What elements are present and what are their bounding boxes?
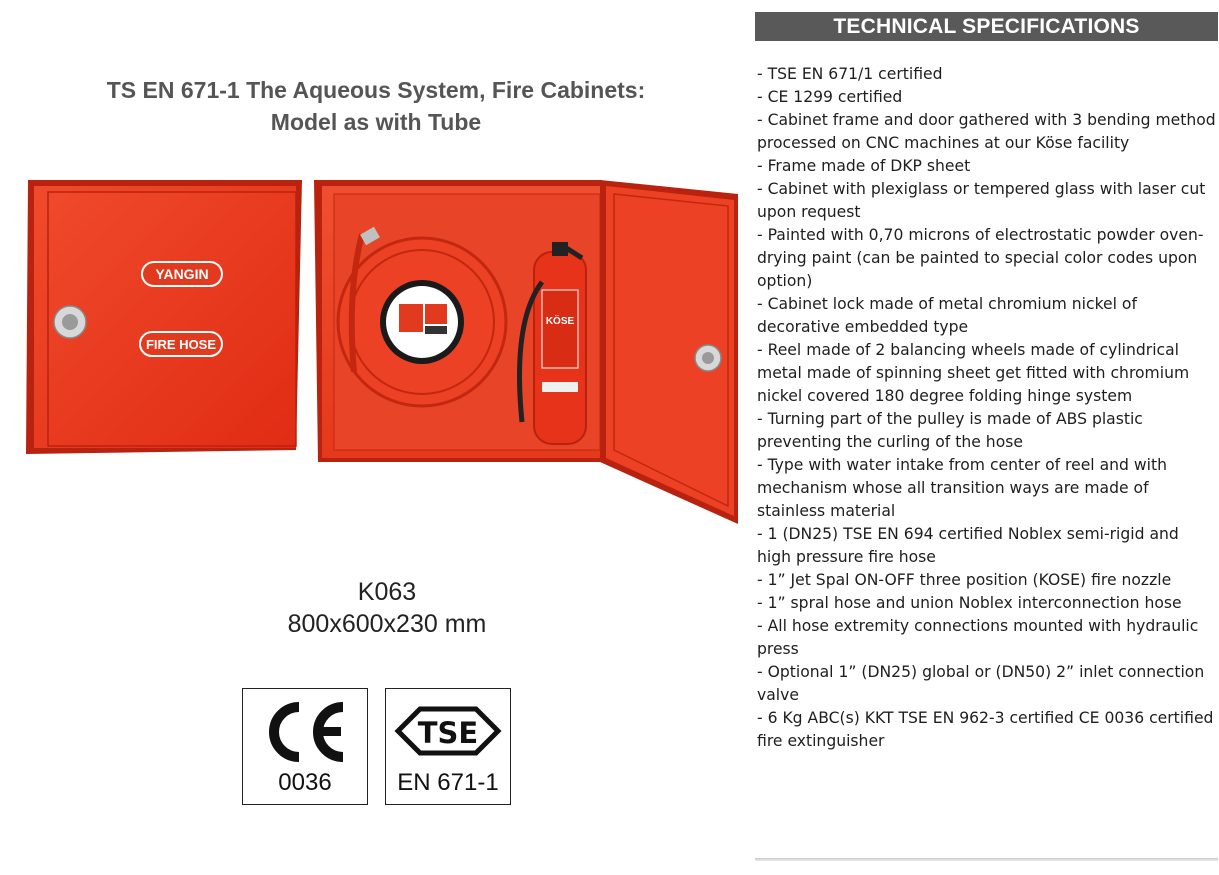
spec-item: - Painted with 0,70 microns of electrostatic powder oven-drying paint (can be painted to special color codes upon option) [757,226,1204,290]
extinguisher-brand: KÖSE [545,316,575,327]
ce-mark-icon [243,699,367,765]
spec-item: - Frame made of DKP sheet [757,157,971,175]
spec-item: - Cabinet frame and door gathered with 3 bending method processed on CNC machines at our Köse facility [757,111,1216,152]
product-photo [22,172,742,532]
spec-item: - Cabinet lock made of metal chromium nickel of decorative embedded type [757,295,1137,336]
specs-list [757,63,1217,753]
spec-item: - Optional 1” (DN25) global or (DN50) 2” inlet connection valve [757,663,1205,704]
model-code: K063 [357,578,417,606]
door-label-bottom-text: FIRE HOSE [145,337,217,352]
spec-item: - All hose extremity connections mounted with hydraulic press [757,617,1199,658]
spec-item: - TSE EN 671/1 certified [757,65,943,83]
door-label-top-text: YANGIN [155,266,209,282]
tse-mark-text: TSE [417,716,479,750]
model-dimensions: 800x600x230 mm [287,610,487,638]
tse-certification-code: EN 671-1 [397,769,499,796]
tse-mark-icon [386,699,510,765]
door-label-yangin [142,262,222,286]
door-label-fire-hose [140,332,222,356]
spec-item: - CE 1299 certified [757,88,903,106]
specs-header: TECHNICAL SPECIFICATIONS [755,12,1218,41]
spec-item: - Type with water intake from center of reel and with mechanism whose all transition ways are made of stainless material [757,456,1167,520]
page-title-line-2: Model as with Tube [270,109,482,135]
page-title-line-1: TS EN 671-1 The Aqueous System, Fire Cabinets: [106,77,646,103]
page-title [40,74,712,138]
specs-bottom-divider [755,858,1218,861]
open-cabinet [314,180,738,524]
spec-item: - 1” Jet Spal ON-OFF three position (KOSE) fire nozzle [757,571,1172,589]
ce-certification-code: 0036 [278,769,332,796]
spec-item: - 1” spral hose and union Noblex interconnection hose [757,594,1182,612]
spec-item: - Turning part of the pulley is made of ABS plastic preventing the curling of the hose [757,410,1143,451]
spec-item: - 1 (DN25) TSE EN 694 certified Noblex semi-rigid and high pressure fire hose [757,525,1179,566]
tse-certification-badge [385,688,511,805]
open-door [600,180,738,524]
ce-certification-badge [242,688,368,805]
spec-item: - Cabinet with plexiglass or tempered glass with laser cut upon request [757,180,1206,221]
spec-item: - Reel made of 2 balancing wheels made of cylindrical metal made of spinning sheet get fitted with chromium nickel covered 180 degree folding hinge system [757,341,1190,405]
closed-cabinet [26,180,302,454]
spec-item: - 6 Kg ABC(s) KKT TSE EN 962-3 certified CE 0036 certified fire extinguisher [757,709,1214,750]
